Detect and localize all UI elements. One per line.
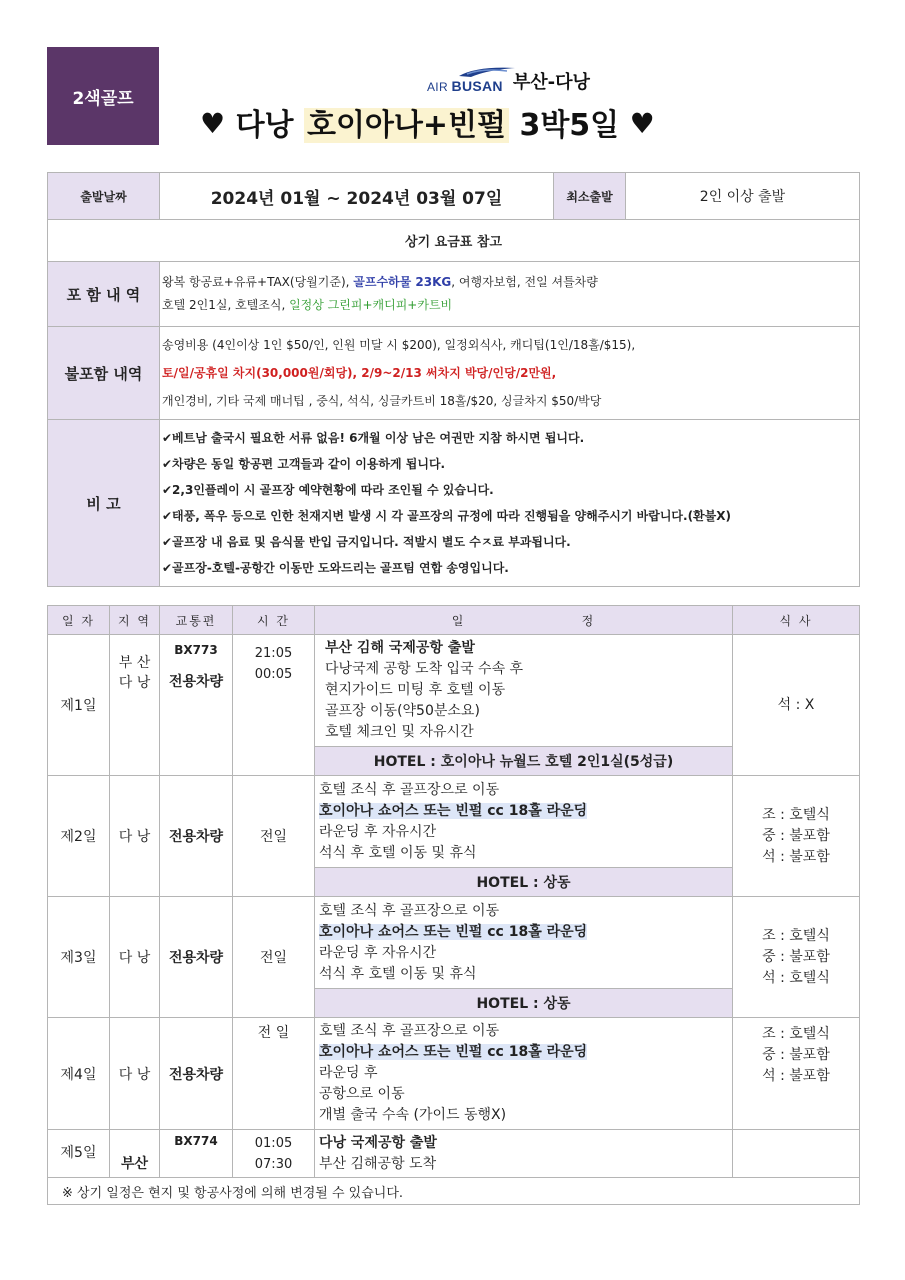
day-label: 제5일 xyxy=(48,1130,110,1178)
col-time: 시 간 xyxy=(233,606,315,635)
remark-content: ✔베트남 출국시 필요한 서류 없음! 6개월 이상 남은 여권만 지참 하시면 됩니다. ✔차량은 동일 항공편 고객들과 같이 이용하게 됩니다. ✔2,3인플레이 시 골프장 예약현황에 따라 조인될 수 있습니다. ✔태풍, 폭우 등으로 인한 천재지변 발생 시 각 골프장의 규정에 따라 진행됨을 양해주시기 바랍니다.(환불X) ✔골프장 내 음료 및 음식물 반입 금지입니다. 적발시 별도 수ㅈ료 부과됩니다. ✔골프장-호텔-공항간 이동만 도와드리는 골프팀 연합 송영입니다. xyxy=(160,420,860,587)
day-time: 전일 xyxy=(233,776,315,897)
wing-logo-icon xyxy=(457,64,517,78)
day2-row xyxy=(48,776,860,868)
min-departure-label: 최소출발 xyxy=(554,173,626,220)
day-region: 부산 xyxy=(110,1130,160,1178)
day-label: 제2일 xyxy=(48,776,110,897)
day-meal: 석 : X xyxy=(733,635,860,776)
include-label: 포 함 내 역 xyxy=(48,262,160,327)
remark-label: 비 고 xyxy=(48,420,160,587)
info-table xyxy=(47,172,860,587)
page-title: ♥ 다낭 호이아나+빈펄 3박5일 ♥ xyxy=(200,107,655,143)
day-plan: 호텔 조식 후 골프장으로 이동 호이아나 쇼어스 또는 빈펄 cc 18홀 라운딩 라운딩 후 자유시간 석식 후 호텔 이동 및 휴식 xyxy=(315,897,733,989)
day-transport: 전용차량 xyxy=(160,897,233,1018)
day-meal: 조 : 호텔식 중 : 불포함 석 : 불포함 xyxy=(733,1018,860,1130)
day-meal xyxy=(733,1130,860,1178)
day-plan: 부산 김해 국제공항 출발 다낭국제 공항 도착 입국 수속 후 현지가이드 미팅 후 호텔 이동 골프장 이동(약50분소요) 호텔 체크인 및 자유시간 xyxy=(315,635,733,747)
day-region: 다 낭 xyxy=(110,897,160,1018)
col-region: 지 역 xyxy=(110,606,160,635)
day3-hotel: HOTEL : 상동 xyxy=(315,989,733,1018)
air-busan-logo: AIR BUSAN xyxy=(427,78,503,94)
departure-date-value: 2024년 01월 ~ 2024년 03월 07일 xyxy=(160,173,554,220)
day-time: 21:05 00:05 xyxy=(233,635,315,776)
product-badge: 2색골프 xyxy=(47,47,159,145)
col-itinerary: 일 정 xyxy=(315,606,733,635)
departure-date-label: 출발날짜 xyxy=(48,173,160,220)
exclude-content: 송영비용 (4인이상 1인 $50/인, 인원 미달 시 $200), 일정외식사, 캐디팁(1인/18홀/$15), 토/일/공휴일 차지(30,000원/회당), 2/9~2/13 써차지 박당/인당/2만원, 개인경비, 기타 국제 매너팁 , 중식, 석식, 싱글카트비 18홀/$20, 싱글차지 $50/박당 xyxy=(160,327,860,420)
day-label: 제1일 xyxy=(48,635,110,776)
day-region: 부 산 다 낭 xyxy=(110,635,160,776)
col-date: 일 자 xyxy=(48,606,110,635)
day-transport: 전용차량 xyxy=(160,776,233,897)
col-transport: 교통편 xyxy=(160,606,233,635)
heart-icon: ♥ xyxy=(200,107,226,140)
fare-note: 상기 요금표 참고 xyxy=(48,220,860,262)
day-plan: 다낭 국제공항 출발 부산 김해공항 도착 xyxy=(315,1130,733,1178)
include-content: 왕복 항공료+유류+TAX(당월기준), 골프수하물 23KG, 여행자보험, 전일 셔틀차량 호텔 2인1실, 호텔조식, 일정상 그린피+캐디피+카트비 xyxy=(160,262,860,327)
exclude-label: 불포함 내역 xyxy=(48,327,160,420)
day-meal: 조 : 호텔식 중 : 불포함 석 : 불포함 xyxy=(733,776,860,897)
title-highlight: 호이아나+빈펄 xyxy=(304,108,509,143)
day4-row xyxy=(48,1018,860,1130)
day-transport: BX774 xyxy=(160,1130,233,1178)
day-time: 01:05 07:30 xyxy=(233,1130,315,1178)
heart-icon: ♥ xyxy=(629,107,655,140)
day-plan: 호텔 조식 후 골프장으로 이동 호이아나 쇼어스 또는 빈펄 cc 18홀 라운딩 라운딩 후 공항으로 이동 개별 출국 수속 (가이드 동행X) xyxy=(315,1018,733,1130)
day5-row xyxy=(48,1130,860,1178)
day-meal: 조 : 호텔식 중 : 불포함 석 : 호텔식 xyxy=(733,897,860,1018)
day-label: 제4일 xyxy=(48,1018,110,1130)
footnote: ※ 상기 일정은 현지 및 항공사정에 의해 변경될 수 있습니다. xyxy=(48,1178,860,1205)
airline-header xyxy=(427,64,590,94)
day-region: 다 낭 xyxy=(110,776,160,897)
day-time: 전 일 xyxy=(233,1018,315,1130)
day1-row xyxy=(48,635,860,747)
route-label: 부산-다낭 xyxy=(512,72,590,93)
day3-row xyxy=(48,897,860,989)
day-region: 다 낭 xyxy=(110,1018,160,1130)
day-plan: 호텔 조식 후 골프장으로 이동 호이아나 쇼어스 또는 빈펄 cc 18홀 라운딩 라운딩 후 자유시간 석식 후 호텔 이동 및 휴식 xyxy=(315,776,733,868)
day2-hotel: HOTEL : 상동 xyxy=(315,868,733,897)
schedule-table xyxy=(47,605,860,1205)
day-transport: 전용차량 xyxy=(160,1018,233,1130)
day-label: 제3일 xyxy=(48,897,110,1018)
day1-hotel: HOTEL : 호이아나 뉴월드 호텔 2인1실(5성급) xyxy=(315,747,733,776)
min-departure-value: 2인 이상 출발 xyxy=(626,173,860,220)
day-time: 전일 xyxy=(233,897,315,1018)
day-transport: BX773 전용차량 xyxy=(160,635,233,776)
col-meal: 식 사 xyxy=(733,606,860,635)
